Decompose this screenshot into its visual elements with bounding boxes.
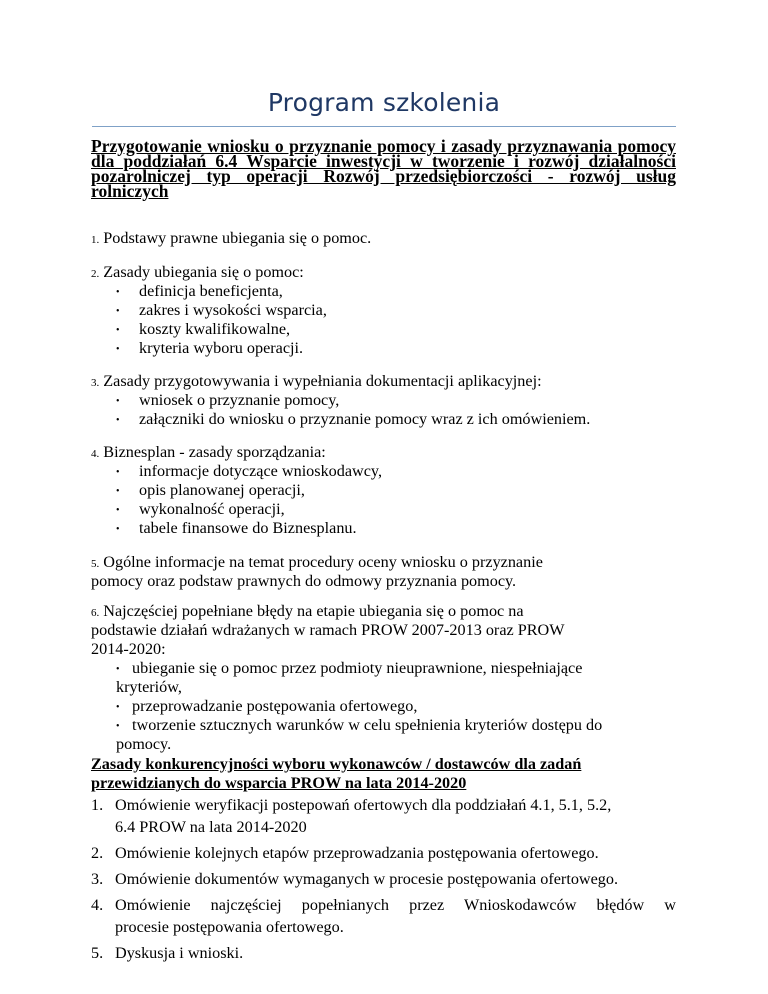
bullet-icon: • [116, 524, 120, 535]
bullet-icon: • [116, 702, 120, 713]
list-bullet: wniosek o przyznanie pomocy, [139, 391, 340, 409]
item-number: 1. [91, 796, 104, 814]
list-bullet: koszty kwalifikowalne, [139, 320, 291, 338]
item-text: Omówienie najczęściej popełnianych przez Wnioskodawców błędów w [115, 896, 676, 914]
item-text-continued: 6.4 PROW na lata 2014-2020 [115, 818, 307, 836]
list-bullet-continued: kryteriów, [116, 678, 182, 696]
item-number: 6. [91, 607, 100, 619]
section2-heading-continued: przewidzianych do wsparcia PROW na lata 2014-2020 [91, 774, 467, 792]
section1-heading: Przygotowanie wniosku o przyznanie pomocy i zasady przyznawania pomocy dla poddziałań 6.4 Wsparcie inwestycji w tworzenie i rozwój działalności pozarolniczej typ operacji Rozwój przedsiębiorczości - rozwój usług rolniczych [91, 136, 676, 201]
item-text: Podstawy prawne ubiegania się o pomoc. [103, 229, 372, 247]
item-text-continued: podstawie działań wdrażanych w ramach PROW 2007-2013 oraz PROW [91, 621, 565, 639]
list-item [91, 870, 618, 888]
list-bullet: tworzenie sztucznych warunków w celu spełnienia kryteriów dostępu do [132, 716, 603, 734]
list-item [91, 264, 304, 282]
item-number: 1. [91, 234, 100, 246]
item-number: 5. [91, 558, 100, 570]
title-underline-rule [92, 126, 676, 127]
list-item [91, 230, 371, 248]
list-bullet-continued: pomocy. [116, 735, 172, 753]
item-text: Najczęściej popełniane błędy na etapie ubiegania się o pomoc na [103, 602, 524, 620]
item-text: Omówienie kolejnych etapów przeprowadzania postępowania ofertowego. [115, 844, 599, 862]
page-title: Program szkolenia [267, 88, 501, 117]
bullet-icon: • [116, 664, 120, 675]
item-text-continued: pomocy oraz podstaw prawnych do odmowy przyznania pomocy. [91, 572, 517, 590]
item-number: 2. [91, 844, 104, 862]
list-bullet: zakres i wysokości wsparcia, [139, 301, 327, 319]
bullet-icon: • [116, 467, 120, 478]
list-bullet: tabele finansowe do Biznesplanu. [139, 519, 357, 537]
item-text: Omówienie dokumentów wymaganych w procesie postępowania ofertowego. [115, 870, 619, 888]
bullet-icon: • [116, 505, 120, 516]
list-bullet: opis planowanej operacji, [139, 481, 305, 499]
list-bullet: definicja beneficjenta, [139, 282, 283, 300]
item-number: 4. [91, 448, 100, 460]
bullet-icon: • [116, 396, 120, 407]
item-text-continued: 2014-2020: [91, 640, 166, 658]
list-item [91, 444, 326, 462]
list-item [91, 796, 611, 814]
list-bullet: przeprowadzanie postępowania ofertowego, [132, 697, 418, 715]
section2-heading: Zasady konkurencyjności wyboru wykonawców / dostawców dla zadań [91, 755, 582, 773]
list-bullet: załączniki do wniosku o przyznanie pomocy wraz z ich omówieniem. [139, 410, 591, 428]
bullet-icon: • [116, 415, 120, 426]
list-bullet: wykonalność operacji, [139, 500, 285, 518]
list-item [91, 844, 599, 862]
item-text-continued: procesie postępowania ofertowego. [115, 918, 344, 936]
item-number: 5. [91, 944, 104, 962]
item-text: Biznesplan - zasady sporządzania: [103, 443, 326, 461]
bullet-icon: • [116, 486, 120, 497]
list-bullet: ubieganie się o pomoc przez podmioty nieuprawnione, niespełniające [132, 659, 583, 677]
bullet-icon: • [116, 721, 120, 732]
bullet-icon: • [116, 306, 120, 317]
list-bullet: informacje dotyczące wnioskodawcy, [139, 462, 383, 480]
list-bullet: kryteria wyboru operacji. [139, 339, 304, 357]
item-text: Zasady przygotowywania i wypełniania dokumentacji aplikacyjnej: [103, 372, 542, 390]
item-text: Zasady ubiegania się o pomoc: [103, 263, 304, 281]
item-text: Omówienie weryfikacji postepowań ofertowych dla poddziałań 4.1, 5.1, 5.2, [115, 796, 612, 814]
list-item [91, 373, 542, 391]
item-text: Ogólne informacje na temat procedury oceny wniosku o przyznanie [103, 553, 543, 571]
list-item [91, 554, 543, 572]
item-number: 2. [91, 268, 100, 280]
item-text: Dyskusja i wnioski. [115, 944, 244, 962]
bullet-icon: • [116, 325, 120, 336]
item-number: 3. [91, 377, 100, 389]
list-item [91, 603, 524, 621]
item-number: 4. [91, 896, 104, 914]
bullet-icon: • [116, 287, 120, 298]
bullet-icon: • [116, 344, 120, 355]
item-number: 3. [91, 870, 104, 888]
list-item [91, 944, 243, 962]
list-item [91, 896, 676, 914]
